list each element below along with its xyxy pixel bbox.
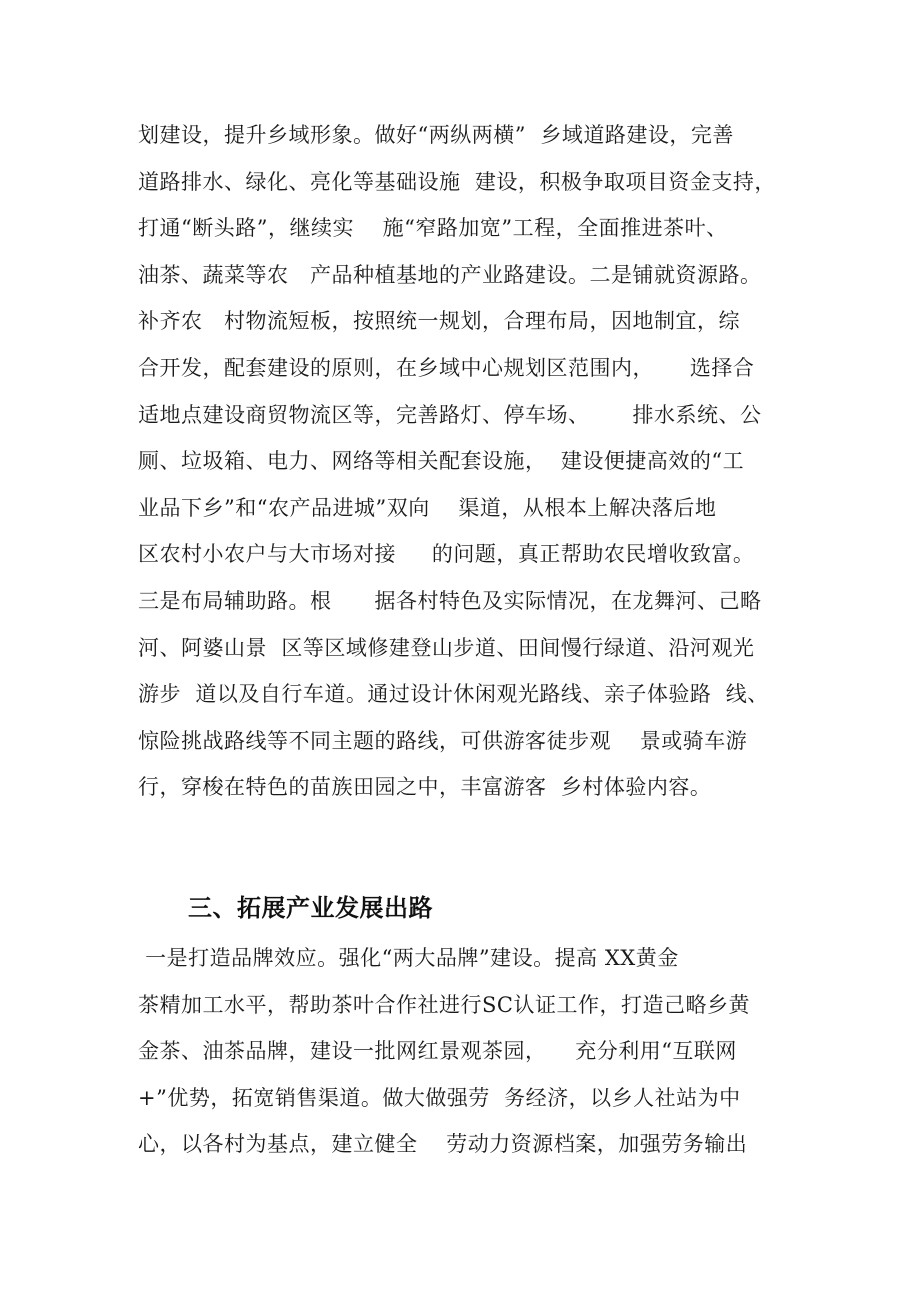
text-line: 合开发，配套建设的原则，在乡域中心规划区范围内， 选择合: [138, 355, 755, 380]
body-paragraph-brand-effect: [138, 935, 818, 1168]
text-line: 游步 道以及自行车道。通过设计休闲观光路线、亲子体验路 线、: [138, 682, 769, 707]
text-line: 区农村小农户与大市场对接 的问题，真正帮助农民增收致富。: [138, 542, 755, 567]
text-line: 三是布局辅助路。根 据各村特色及实际情况，在龙舞河、己略: [138, 588, 762, 613]
text-line: 金茶、油茶品牌，建设一批网红景观茶园， 充分利用“互联网: [138, 1039, 737, 1064]
text-line: 打通“断头路”，继续实 施“窄路加宽”工程，全面推进茶叶、: [138, 216, 728, 241]
text-line: 道路排水、绿化、亮化等基础设施 建设，积极争取项目资金支持，: [138, 169, 776, 194]
text-line: 补齐农 村物流短板，按照统一规划，合理布局，因地制宜，综: [138, 309, 741, 334]
body-paragraph-road-construction: [138, 112, 818, 811]
text-line: 茶精加工水平，帮助茶叶合作社进行SC认证工作，打造己略乡黄: [138, 992, 750, 1017]
text-line: 河、阿婆山景 区等区域修建登山步道、田间慢行绿道、沿河观光: [138, 635, 755, 660]
text-line: +”优势，拓宽销售渠道。做大做强劳 务经济，以乡人社站为中: [138, 1085, 741, 1110]
text-line: 油茶、蔬菜等农 产品种植基地的产业路建设。二是铺就资源路。: [138, 262, 762, 287]
text-line: 惊险挑战路线等不同主题的路线，可供游客徒步观 景或骑车游: [138, 728, 748, 753]
text-line: 行，穿梭在特色的苗族田园之中，丰富游客 乡村体验内容。: [138, 775, 712, 800]
text-line: 适地点建设商贸物流区等，完善路灯、停车场、 排水系统、公: [138, 402, 762, 427]
section-heading: 三、拓展产业发展出路: [188, 894, 433, 922]
text-line: 厕、垃圾箱、电力、网络等相关配套设施， 建设便捷高效的“工: [138, 449, 745, 474]
text-line: 业品下乡”和“农产品进城”双向 渠道，从根本上解决落后地: [138, 495, 717, 520]
text-line: 心，以各村为基点，建立健全 劳动力资源档案，加强劳务输出: [138, 1132, 748, 1157]
text-line: 划建设，提升乡域形象。做好“两纵两横” 乡域道路建设，完善: [138, 123, 734, 147]
text-line: 一是打造品牌效应。强化“两大品牌”建设。提高 XX黄金: [138, 946, 679, 970]
